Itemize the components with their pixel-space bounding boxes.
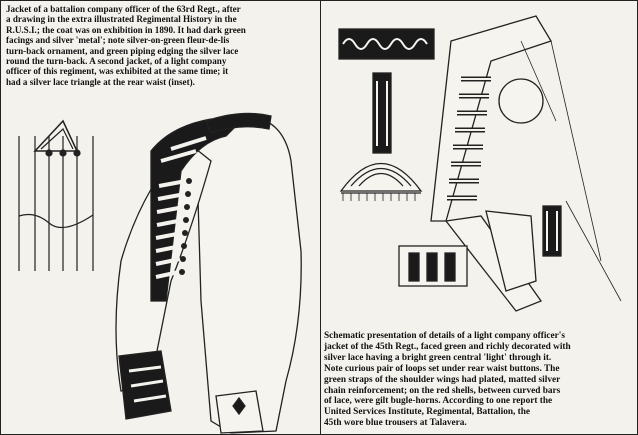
lace-strip-detail	[339, 29, 434, 59]
pocket-flap-detail	[399, 246, 467, 286]
right-caption-line: of lace, were gilt bugle-horns. According to one report the	[324, 396, 553, 407]
rear-waist-detail	[486, 201, 621, 301]
right-caption	[324, 331, 638, 429]
right-caption-line: Schematic presentation of details of a light company officer's	[324, 331, 566, 341]
left-caption	[6, 4, 321, 87]
left-caption-line: had a silver lace triangle at the rear waist (inset).	[6, 76, 195, 87]
right-caption-line: green straps of the shoulder wings had plated, matted silver	[324, 374, 561, 385]
right-caption-line: Note curious pair of loops set under rear waist buttons. The	[324, 363, 560, 374]
left-caption-line: Jacket of a battalion company officer of the 63rd Regt., after	[6, 4, 241, 14]
left-caption-line: R.U.S.I.; the coat was on exhibition in 1890. It had dark green	[6, 24, 246, 35]
right-caption-line: chain reinforcement; on the red shells, between curved bars	[324, 385, 561, 396]
right-caption-line: jacket of the 45th Regt., faced green and richly decorated with	[324, 341, 571, 352]
left-caption-line: a drawing in the extra illustrated Regimental History in the	[6, 14, 237, 25]
jacket-body-drawing	[116, 113, 301, 433]
left-caption-line: round the turn-back. A second jacket, of a light company	[6, 56, 227, 67]
right-caption-line: silver lace having a bright green central 'light' through it.	[324, 352, 552, 363]
right-illustration-panel	[320, 0, 638, 435]
left-caption-line: facings and silver 'metal'; note silver-on-green fleur-de-lis	[6, 35, 230, 46]
right-caption-line: 45th wore blue trousers at Talavera.	[324, 418, 467, 429]
button-circle-detail	[499, 79, 543, 123]
left-caption-line: turn-back ornament, and green piping edging the silver lace	[6, 45, 239, 56]
left-caption-line: officer of this regiment, was exhibited at the same time; it	[6, 66, 229, 77]
inset-rear-waist-drawing	[19, 121, 93, 271]
right-caption-line: United Services Institute, Regimental, Battalion, the	[324, 407, 531, 418]
shoulder-wing-detail	[341, 73, 421, 201]
